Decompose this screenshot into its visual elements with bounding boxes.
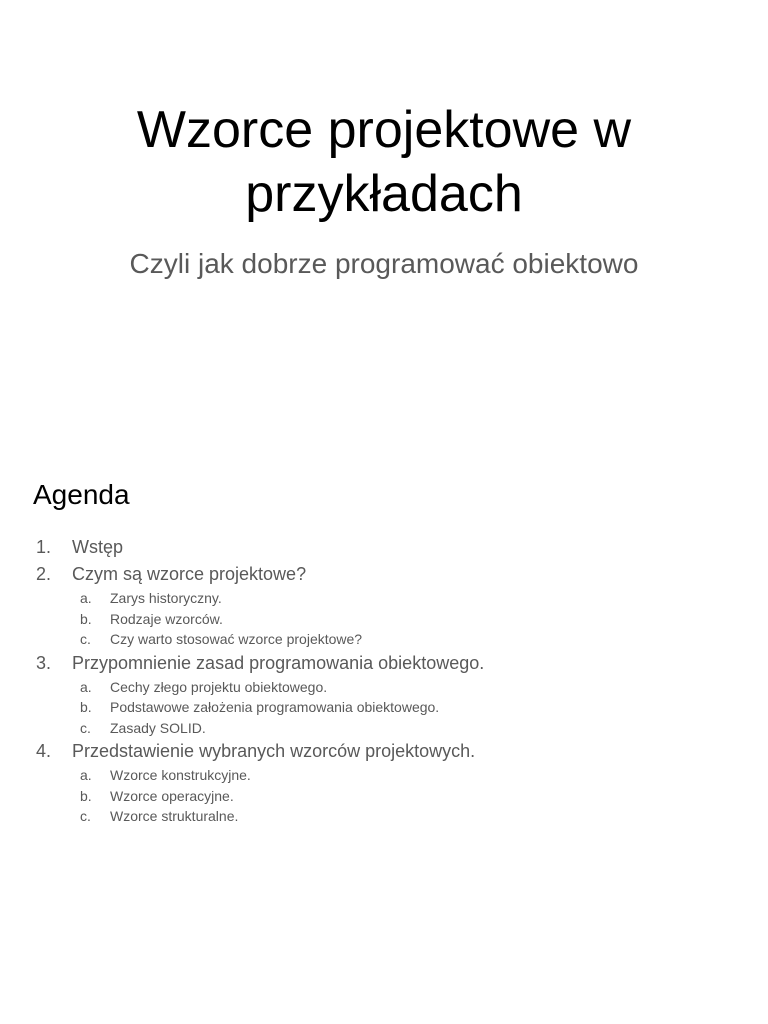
agenda-item-number: 3.	[36, 652, 52, 673]
agenda-item-number: 4.	[36, 741, 52, 761]
agenda-subitem-text: Czy warto stosować wzorce projektowe?	[110, 631, 363, 647]
agenda-subitem-letter: b.	[80, 610, 92, 627]
agenda-item-text: Przedstawienie wybranych wzorców projektowych.	[72, 741, 476, 761]
agenda-subitem-text: Zarys historyczny.	[110, 590, 222, 606]
agenda-item-text: Czym są wzorce projektowe?	[72, 564, 307, 584]
agenda-item	[0, 534, 768, 561]
agenda-item	[0, 561, 768, 588]
slide-title-line-2: przykładach	[245, 165, 523, 223]
agenda-subitem-text: Rodzaje wzorców.	[110, 610, 223, 627]
agenda-subitem	[0, 806, 768, 827]
agenda-item-text: Przypomnienie zasad programowania obiektowego.	[72, 652, 485, 673]
slide-title	[0, 98, 768, 226]
agenda-subitem-letter: b.	[80, 699, 92, 715]
agenda-item	[0, 738, 768, 765]
agenda-subitem-letter: c.	[80, 719, 91, 736]
agenda-list	[0, 534, 768, 827]
agenda-subitem-letter: b.	[80, 787, 92, 804]
agenda-subitem	[0, 697, 768, 718]
agenda-subitem-letter: a.	[80, 590, 92, 606]
agenda-subitem-letter: a.	[80, 678, 92, 695]
agenda-subitem	[0, 588, 768, 609]
agenda-subitem	[0, 609, 768, 630]
agenda-subitem	[0, 677, 768, 698]
agenda-subitem-text: Wzorce strukturalne.	[110, 808, 239, 824]
agenda-subitem	[0, 629, 768, 650]
agenda-item-number: 2.	[36, 564, 52, 584]
agenda-subitem-letter: c.	[80, 631, 91, 647]
agenda-subitem-letter: c.	[80, 808, 91, 824]
agenda-subitem-letter: a.	[80, 767, 92, 783]
agenda-subitem	[0, 786, 768, 807]
agenda-item-text: Wstęp	[72, 537, 124, 557]
slide-title-line-1: Wzorce projektowe w	[136, 101, 632, 159]
agenda-heading: Agenda	[33, 479, 130, 510]
agenda-subitem-text: Zasady SOLID.	[110, 719, 206, 736]
agenda-item-number: 1.	[36, 537, 52, 557]
agenda-subitem-text: Wzorce konstrukcyjne.	[110, 767, 251, 783]
agenda-subitem-text: Podstawowe założenia programowania obiektowego.	[110, 699, 440, 715]
agenda-subitem	[0, 765, 768, 786]
agenda-item	[0, 650, 768, 677]
agenda-subitem	[0, 718, 768, 739]
slide-subtitle: Czyli jak dobrze programować obiektowo	[129, 248, 639, 279]
agenda-subitem-text: Wzorce operacyjne.	[110, 787, 234, 804]
agenda-subitem-text: Cechy złego projektu obiektowego.	[110, 678, 328, 695]
